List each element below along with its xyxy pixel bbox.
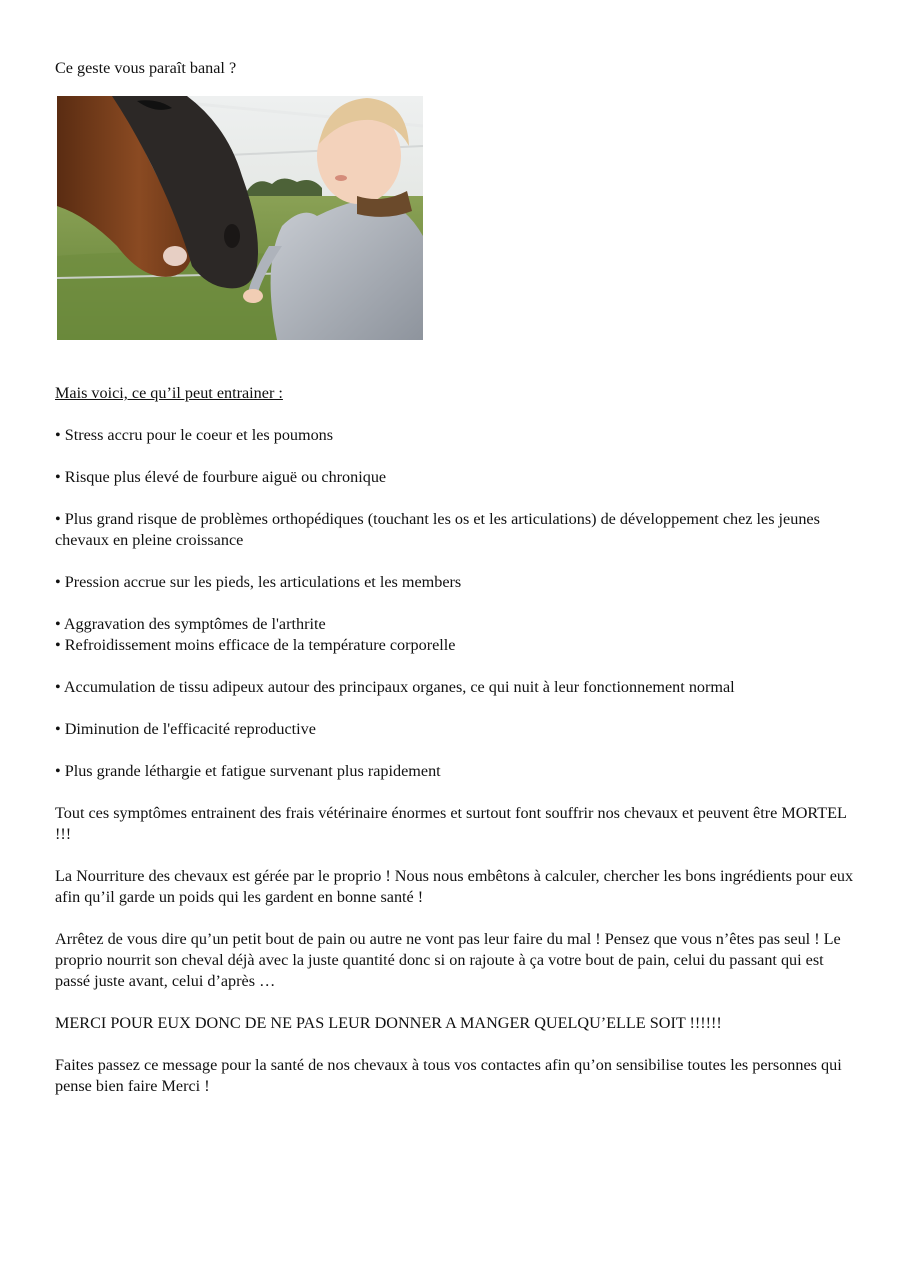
bullet-item: • Pression accrue sur les pieds, les articulations et les members: [55, 573, 462, 591]
intro-line: Ce geste vous paraît banal ?: [55, 59, 237, 77]
paragraph: La Nourriture des chevaux est gérée par le proprio ! Nous nous embêtons à calculer, chercher les bons ingrédients pour eux afin qu’il garde un poids qui les gardent en bonne santé !: [55, 867, 854, 906]
bullet-item: • Stress accru pour le coeur et les poumons: [55, 426, 334, 444]
section-heading: Mais voici, ce qu’il peut entrainer :: [55, 384, 283, 402]
paragraph: Arrêtez de vous dire qu’un petit bout de pain ou autre ne vont pas leur faire du mal ! Pensez que vous n’êtes pas seul ! Le proprio nourrit son cheval déjà avec la juste quantité donc si on rajoute à ça votre bout de pain, celui du passant qui est passé juste avant, celui d’après …: [55, 930, 841, 990]
bullet-item: • Aggravation des symptômes de l'arthrite: [55, 615, 326, 633]
paragraph: Faites passez ce message pour la santé de nos chevaux à tous vos contactes afin qu’on sensibilise toutes les personnes qui pense bien faire Merci !: [55, 1056, 842, 1095]
bullet-item: • Plus grand risque de problèmes orthopédiques (touchant les os et les articulations) de développement chez les jeunes chevaux en pleine croissance: [55, 510, 820, 549]
photo-illustration: [57, 96, 423, 340]
bullet-item: • Plus grande léthargie et fatigue survenant plus rapidement: [55, 762, 441, 780]
bullet-item: • Accumulation de tissu adipeux autour des principaux organes, ce qui nuit à leur fonctionnement normal: [55, 678, 735, 696]
bullet-item: • Refroidissement moins efficace de la température corporelle: [55, 636, 456, 654]
paragraph-emphasis: MERCI POUR EUX DONC DE NE PAS LEUR DONNER A MANGER QUELQU’ELLE SOIT !!!!!!: [55, 1014, 722, 1032]
bullet-item: • Diminution de l'efficacité reproductive: [55, 720, 316, 738]
bullet-item: • Risque plus élevé de fourbure aiguë ou chronique: [55, 468, 387, 486]
paragraph: Tout ces symptômes entrainent des frais vétérinaire énormes et surtout font souffrir nos chevaux et peuvent être MORTEL !!!: [55, 804, 847, 843]
horses-and-child-photo: [57, 96, 423, 340]
